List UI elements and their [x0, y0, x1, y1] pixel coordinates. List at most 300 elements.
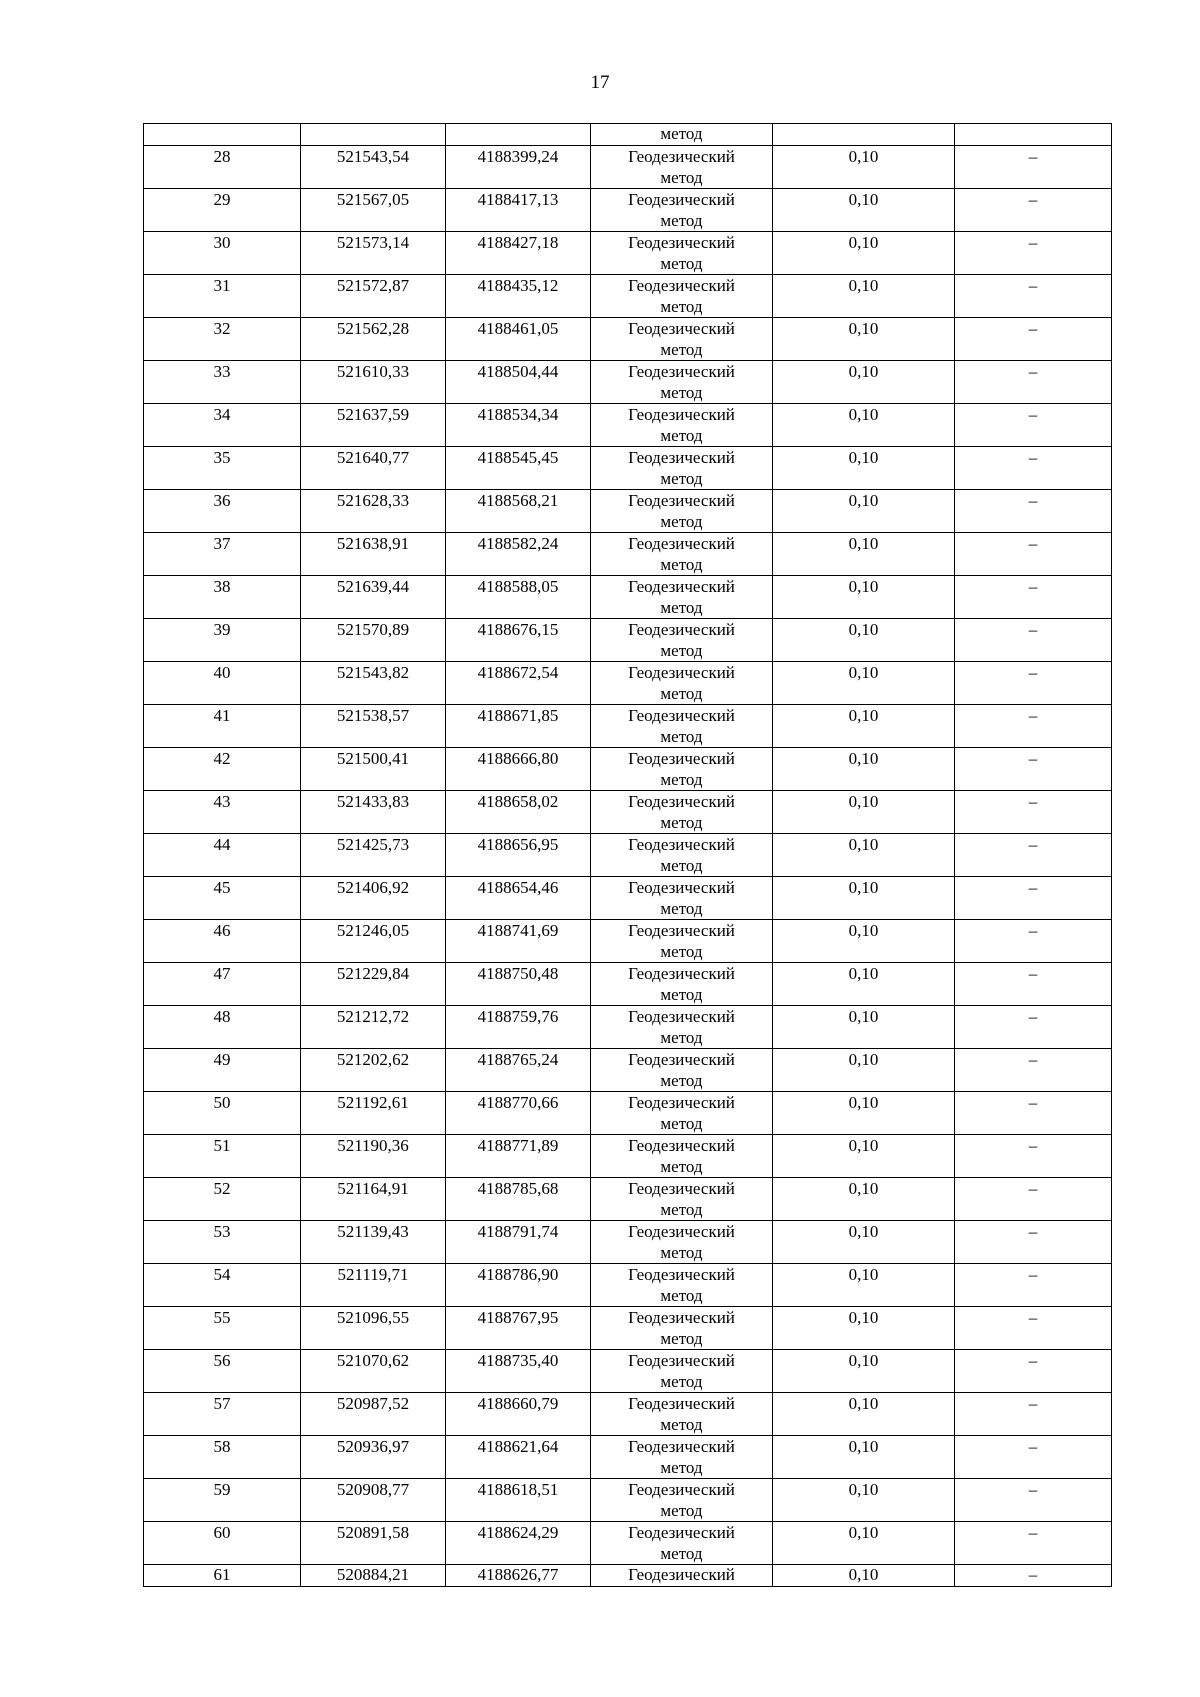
table-row [144, 404, 1112, 447]
table-row [144, 920, 1112, 963]
cell-method [591, 533, 773, 576]
cell-accuracy: 0,10 [773, 189, 955, 232]
cell-y-coordinate: 4188582,24 [446, 533, 591, 576]
cell-dash: – [955, 361, 1112, 404]
cell-accuracy: 0,10 [773, 1264, 955, 1307]
table-row [144, 1393, 1112, 1436]
cell-method [591, 1393, 773, 1436]
cell-accuracy: 0,10 [773, 1393, 955, 1436]
cell-method [591, 1479, 773, 1522]
method-line-2: метод [660, 1028, 703, 1047]
cell-x-coordinate: 521567,05 [301, 189, 446, 232]
cell-point-number: 49 [144, 1049, 301, 1092]
cell-dash: – [955, 1479, 1112, 1522]
cell-dash: – [955, 705, 1112, 748]
method-line-2: метод [660, 469, 703, 488]
cell-accuracy: 0,10 [773, 1092, 955, 1135]
cell-method [591, 877, 773, 920]
cell-dash: – [955, 232, 1112, 275]
cell-dash: – [955, 146, 1112, 189]
cell-x-coordinate: 521212,72 [301, 1006, 446, 1049]
method-line-1: Геодезический [628, 1523, 735, 1542]
cell-y-coordinate: 4188791,74 [446, 1221, 591, 1264]
cell-y-coordinate: 4188621,64 [446, 1436, 591, 1479]
cell-x-coordinate: 521628,33 [301, 490, 446, 533]
cell-method [591, 1522, 773, 1565]
cell-dash: – [955, 318, 1112, 361]
table-row [144, 533, 1112, 576]
cell-method [591, 1350, 773, 1393]
cell-y-coordinate: 4188765,24 [446, 1049, 591, 1092]
method-line-1: Геодезический [628, 1050, 735, 1069]
cell-point-number: 29 [144, 189, 301, 232]
method-line-1: Геодезический [628, 1179, 735, 1198]
cell-x-coordinate: 521190,36 [301, 1135, 446, 1178]
table-row [144, 963, 1112, 1006]
table-row [144, 877, 1112, 920]
cell-accuracy: 0,10 [773, 920, 955, 963]
cell-point-number: 36 [144, 490, 301, 533]
cell-point-number: 47 [144, 963, 301, 1006]
continuation-cell-dash [955, 124, 1112, 146]
cell-dash: – [955, 1221, 1112, 1264]
cell-method [591, 834, 773, 877]
cell-method [591, 275, 773, 318]
cell-point-number: 52 [144, 1178, 301, 1221]
method-line-1: Геодезический [628, 1565, 735, 1584]
cell-x-coordinate: 521573,14 [301, 232, 446, 275]
cell-x-coordinate: 520884,21 [301, 1565, 446, 1587]
cell-dash: – [955, 1135, 1112, 1178]
table-row [144, 146, 1112, 189]
cell-y-coordinate: 4188666,80 [446, 748, 591, 791]
table-row [144, 361, 1112, 404]
cell-method [591, 576, 773, 619]
cell-point-number: 45 [144, 877, 301, 920]
cell-accuracy: 0,10 [773, 275, 955, 318]
cell-method [591, 920, 773, 963]
method-line-1: Геодезический [628, 620, 735, 639]
cell-point-number: 37 [144, 533, 301, 576]
table-row [144, 490, 1112, 533]
cell-method [591, 1307, 773, 1350]
cell-y-coordinate: 4188624,29 [446, 1522, 591, 1565]
cell-x-coordinate: 521246,05 [301, 920, 446, 963]
cell-y-coordinate: 4188656,95 [446, 834, 591, 877]
table-row [144, 1307, 1112, 1350]
cell-y-coordinate: 4188671,85 [446, 705, 591, 748]
cell-method [591, 705, 773, 748]
cell-method [591, 963, 773, 1006]
cell-y-coordinate: 4188568,21 [446, 490, 591, 533]
cell-point-number: 38 [144, 576, 301, 619]
method-line-2: метод [660, 1200, 703, 1219]
cell-dash: – [955, 404, 1112, 447]
cell-dash: – [955, 1565, 1112, 1587]
cell-x-coordinate: 521406,92 [301, 877, 446, 920]
cell-accuracy: 0,10 [773, 533, 955, 576]
method-line-2: метод [660, 1157, 703, 1176]
cell-y-coordinate: 4188435,12 [446, 275, 591, 318]
cell-y-coordinate: 4188588,05 [446, 576, 591, 619]
coordinates-table-body [144, 124, 1112, 1587]
table-row [144, 791, 1112, 834]
cell-point-number: 40 [144, 662, 301, 705]
cell-point-number: 59 [144, 1479, 301, 1522]
cell-method [591, 447, 773, 490]
cell-y-coordinate: 4188786,90 [446, 1264, 591, 1307]
cell-accuracy: 0,10 [773, 748, 955, 791]
continuation-cell-method: метод [591, 124, 773, 146]
cell-accuracy: 0,10 [773, 834, 955, 877]
method-line-1: Геодезический [628, 190, 735, 209]
method-line-1: Геодезический [628, 835, 735, 854]
cell-dash: – [955, 877, 1112, 920]
method-line-2: метод [660, 555, 703, 574]
cell-y-coordinate: 4188770,66 [446, 1092, 591, 1135]
cell-dash: – [955, 748, 1112, 791]
cell-y-coordinate: 4188759,76 [446, 1006, 591, 1049]
method-line-1: Геодезический [628, 276, 735, 295]
cell-method [591, 361, 773, 404]
cell-accuracy: 0,10 [773, 1135, 955, 1178]
method-line-2: метод [660, 598, 703, 617]
cell-accuracy: 0,10 [773, 1522, 955, 1565]
cell-dash: – [955, 619, 1112, 662]
table-row [144, 1565, 1112, 1587]
table-row [144, 1522, 1112, 1565]
method-line-2: метод [660, 340, 703, 359]
cell-y-coordinate: 4188504,44 [446, 361, 591, 404]
cell-accuracy: 0,10 [773, 447, 955, 490]
cell-x-coordinate: 521433,83 [301, 791, 446, 834]
method-line-1: Геодезический [628, 491, 735, 510]
cell-y-coordinate: 4188785,68 [446, 1178, 591, 1221]
cell-x-coordinate: 521543,82 [301, 662, 446, 705]
method-line-1: Геодезический [628, 921, 735, 940]
table-row [144, 189, 1112, 232]
cell-x-coordinate: 521637,59 [301, 404, 446, 447]
cell-x-coordinate: 521570,89 [301, 619, 446, 662]
cell-dash: – [955, 1307, 1112, 1350]
method-line-2: метод [660, 985, 703, 1004]
cell-method [591, 1006, 773, 1049]
cell-dash: – [955, 1092, 1112, 1135]
method-line-1: Геодезический [628, 878, 735, 897]
cell-x-coordinate: 521572,87 [301, 275, 446, 318]
cell-x-coordinate: 521638,91 [301, 533, 446, 576]
method-line-1: Геодезический [628, 706, 735, 725]
method-line-2: метод [660, 1544, 703, 1563]
cell-accuracy: 0,10 [773, 232, 955, 275]
method-line-1: Геодезический [628, 1351, 735, 1370]
method-line-1: Геодезический [628, 147, 735, 166]
table-row [144, 576, 1112, 619]
cell-point-number: 34 [144, 404, 301, 447]
page-number: 17 [590, 72, 610, 93]
continuation-cell-number [144, 124, 301, 146]
cell-accuracy: 0,10 [773, 1049, 955, 1092]
cell-dash: – [955, 533, 1112, 576]
cell-y-coordinate: 4188545,45 [446, 447, 591, 490]
method-line-1: Геодезический [628, 1222, 735, 1241]
cell-y-coordinate: 4188767,95 [446, 1307, 591, 1350]
cell-point-number: 48 [144, 1006, 301, 1049]
method-line-1: Геодезический [628, 319, 735, 338]
cell-point-number: 30 [144, 232, 301, 275]
coordinates-table [143, 123, 1112, 1587]
cell-point-number: 39 [144, 619, 301, 662]
cell-x-coordinate: 521562,28 [301, 318, 446, 361]
table-row [144, 748, 1112, 791]
method-line-2: метод [660, 211, 703, 230]
cell-point-number: 28 [144, 146, 301, 189]
method-line-2: метод [660, 942, 703, 961]
method-line-1: Геодезический [628, 233, 735, 252]
method-line-2: метод [660, 512, 703, 531]
cell-x-coordinate: 521139,43 [301, 1221, 446, 1264]
method-line-2: метод [660, 297, 703, 316]
table-row [144, 447, 1112, 490]
cell-accuracy: 0,10 [773, 1307, 955, 1350]
cell-method [591, 1436, 773, 1479]
table-row [144, 1436, 1112, 1479]
cell-dash: – [955, 791, 1112, 834]
table-row [144, 705, 1112, 748]
cell-point-number: 41 [144, 705, 301, 748]
cell-dash: – [955, 1178, 1112, 1221]
method-line-2: метод [660, 1114, 703, 1133]
method-line-2: метод [660, 856, 703, 875]
cell-method [591, 404, 773, 447]
cell-point-number: 44 [144, 834, 301, 877]
cell-x-coordinate: 521119,71 [301, 1264, 446, 1307]
cell-x-coordinate: 521425,73 [301, 834, 446, 877]
cell-y-coordinate: 4188735,40 [446, 1350, 591, 1393]
cell-accuracy: 0,10 [773, 146, 955, 189]
method-line-1: Геодезический [628, 1007, 735, 1026]
cell-method [591, 1264, 773, 1307]
cell-accuracy: 0,10 [773, 705, 955, 748]
method-line-2: метод [660, 1458, 703, 1477]
cell-y-coordinate: 4188654,46 [446, 877, 591, 920]
cell-dash: – [955, 1006, 1112, 1049]
cell-x-coordinate: 521096,55 [301, 1307, 446, 1350]
cell-point-number: 53 [144, 1221, 301, 1264]
cell-dash: – [955, 490, 1112, 533]
method-line-1: Геодезический [628, 448, 735, 467]
cell-x-coordinate: 521164,91 [301, 1178, 446, 1221]
method-line-2: метод [660, 1372, 703, 1391]
method-line-1: Геодезический [628, 1136, 735, 1155]
table-row [144, 619, 1112, 662]
cell-y-coordinate: 4188676,15 [446, 619, 591, 662]
cell-method [591, 791, 773, 834]
cell-accuracy: 0,10 [773, 791, 955, 834]
cell-accuracy: 0,10 [773, 1479, 955, 1522]
method-line-2: метод [660, 899, 703, 918]
method-line-2: метод [660, 684, 703, 703]
cell-dash: – [955, 1350, 1112, 1393]
method-line-1: Геодезический [628, 1437, 735, 1456]
cell-accuracy: 0,10 [773, 1350, 955, 1393]
cell-method [591, 1135, 773, 1178]
cell-x-coordinate: 521070,62 [301, 1350, 446, 1393]
method-line-2: метод [660, 1415, 703, 1434]
cell-method [591, 1565, 773, 1587]
cell-point-number: 60 [144, 1522, 301, 1565]
cell-x-coordinate: 521192,61 [301, 1092, 446, 1135]
method-line-1: Геодезический [628, 1480, 735, 1499]
continuation-cell-y [446, 124, 591, 146]
table-row [144, 1135, 1112, 1178]
cell-point-number: 33 [144, 361, 301, 404]
cell-x-coordinate: 520891,58 [301, 1522, 446, 1565]
table-row [144, 275, 1112, 318]
cell-x-coordinate: 521640,77 [301, 447, 446, 490]
method-line-2: метод [660, 426, 703, 445]
method-line-1: Геодезический [628, 749, 735, 768]
continuation-cell-accuracy [773, 124, 955, 146]
cell-point-number: 35 [144, 447, 301, 490]
table-row [144, 1350, 1112, 1393]
cell-dash: – [955, 920, 1112, 963]
method-line-2: метод [660, 770, 703, 789]
cell-accuracy: 0,10 [773, 490, 955, 533]
cell-accuracy: 0,10 [773, 619, 955, 662]
cell-dash: – [955, 1264, 1112, 1307]
cell-accuracy: 0,10 [773, 404, 955, 447]
cell-dash: – [955, 189, 1112, 232]
continuation-row [144, 124, 1112, 146]
cell-dash: – [955, 834, 1112, 877]
table-row [144, 1178, 1112, 1221]
cell-y-coordinate: 4188461,05 [446, 318, 591, 361]
cell-y-coordinate: 4188399,24 [446, 146, 591, 189]
cell-x-coordinate: 521500,41 [301, 748, 446, 791]
method-line-1: Геодезический [628, 534, 735, 553]
method-line-1: Геодезический [628, 577, 735, 596]
method-line-1: Геодезический [628, 792, 735, 811]
cell-method [591, 1049, 773, 1092]
method-line-2: метод [660, 727, 703, 746]
table-row [144, 662, 1112, 705]
cell-y-coordinate: 4188626,77 [446, 1565, 591, 1587]
cell-method [591, 662, 773, 705]
cell-point-number: 61 [144, 1565, 301, 1587]
cell-method [591, 232, 773, 275]
cell-point-number: 58 [144, 1436, 301, 1479]
method-line-1: Геодезический [628, 1308, 735, 1327]
cell-method [591, 1092, 773, 1135]
table-row [144, 1006, 1112, 1049]
cell-accuracy: 0,10 [773, 662, 955, 705]
cell-accuracy: 0,10 [773, 1006, 955, 1049]
cell-point-number: 56 [144, 1350, 301, 1393]
cell-accuracy: 0,10 [773, 576, 955, 619]
cell-dash: – [955, 447, 1112, 490]
cell-y-coordinate: 4188427,18 [446, 232, 591, 275]
method-line-2: метод [660, 254, 703, 273]
cell-method [591, 1178, 773, 1221]
method-line-2: метод [660, 1286, 703, 1305]
cell-y-coordinate: 4188672,54 [446, 662, 591, 705]
cell-accuracy: 0,10 [773, 361, 955, 404]
method-line-1: Геодезический [628, 1265, 735, 1284]
cell-x-coordinate: 521610,33 [301, 361, 446, 404]
cell-point-number: 54 [144, 1264, 301, 1307]
cell-x-coordinate: 520987,52 [301, 1393, 446, 1436]
cell-dash: – [955, 1393, 1112, 1436]
cell-x-coordinate: 521229,84 [301, 963, 446, 1006]
cell-dash: – [955, 662, 1112, 705]
method-line-2: метод [660, 1329, 703, 1348]
cell-accuracy: 0,10 [773, 1436, 955, 1479]
cell-point-number: 46 [144, 920, 301, 963]
cell-method [591, 189, 773, 232]
cell-x-coordinate: 520908,77 [301, 1479, 446, 1522]
method-line-2: метод [660, 1243, 703, 1262]
table-row [144, 1049, 1112, 1092]
cell-method [591, 1221, 773, 1264]
method-line-2: метод [660, 383, 703, 402]
cell-y-coordinate: 4188658,02 [446, 791, 591, 834]
cell-point-number: 57 [144, 1393, 301, 1436]
method-line-2: метод [660, 813, 703, 832]
table-row [144, 1264, 1112, 1307]
table-row [144, 232, 1112, 275]
cell-method [591, 490, 773, 533]
cell-accuracy: 0,10 [773, 1178, 955, 1221]
cell-method [591, 619, 773, 662]
cell-dash: – [955, 1049, 1112, 1092]
cell-point-number: 42 [144, 748, 301, 791]
cell-y-coordinate: 4188534,34 [446, 404, 591, 447]
cell-point-number: 55 [144, 1307, 301, 1350]
table-row [144, 834, 1112, 877]
cell-y-coordinate: 4188618,51 [446, 1479, 591, 1522]
cell-dash: – [955, 1436, 1112, 1479]
cell-dash: – [955, 1522, 1112, 1565]
cell-point-number: 51 [144, 1135, 301, 1178]
cell-point-number: 50 [144, 1092, 301, 1135]
cell-x-coordinate: 521639,44 [301, 576, 446, 619]
cell-x-coordinate: 520936,97 [301, 1436, 446, 1479]
method-line-1: Геодезический [628, 405, 735, 424]
table-row [144, 1479, 1112, 1522]
cell-x-coordinate: 521202,62 [301, 1049, 446, 1092]
cell-y-coordinate: 4188660,79 [446, 1393, 591, 1436]
table-row [144, 1221, 1112, 1264]
cell-accuracy: 0,10 [773, 318, 955, 361]
method-line-1: Геодезический [628, 362, 735, 381]
cell-dash: – [955, 963, 1112, 1006]
cell-x-coordinate: 521538,57 [301, 705, 446, 748]
cell-accuracy: 0,10 [773, 1565, 955, 1587]
cell-accuracy: 0,10 [773, 1221, 955, 1264]
cell-point-number: 32 [144, 318, 301, 361]
method-line-2: метод [660, 1071, 703, 1090]
cell-accuracy: 0,10 [773, 877, 955, 920]
cell-x-coordinate: 521543,54 [301, 146, 446, 189]
cell-dash: – [955, 576, 1112, 619]
table-row [144, 318, 1112, 361]
method-line-1: Геодезический [628, 964, 735, 983]
cell-y-coordinate: 4188750,48 [446, 963, 591, 1006]
cell-y-coordinate: 4188417,13 [446, 189, 591, 232]
cell-method [591, 748, 773, 791]
method-line-1: Геодезический [628, 1394, 735, 1413]
